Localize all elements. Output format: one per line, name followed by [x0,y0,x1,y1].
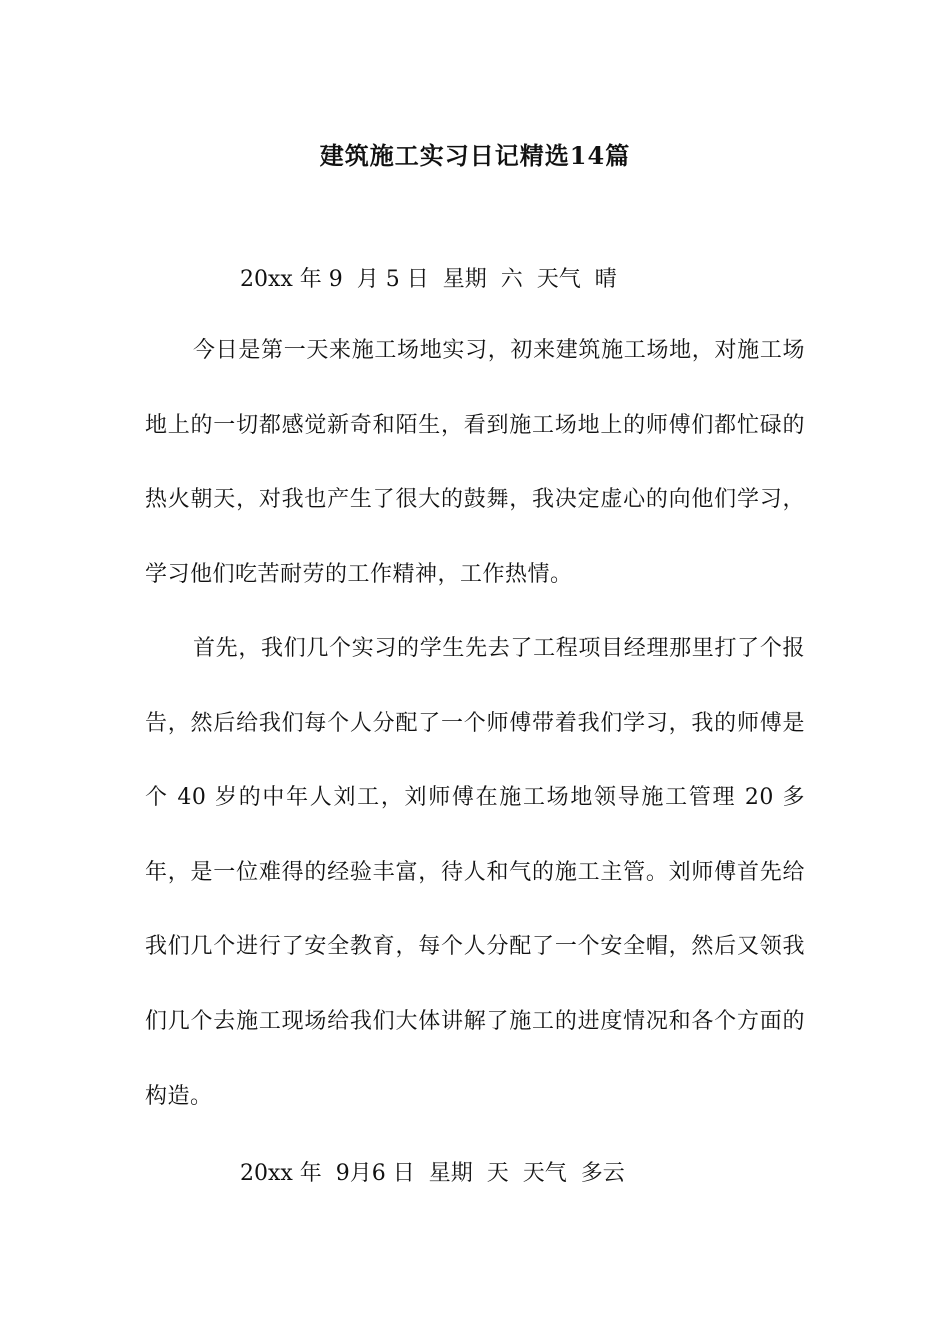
entry-paragraph: 首先，我们几个实习的学生先去了工程项目经理那里打了个报告，然后给我们每个人分配了一个师傅带着我们学习，我的师傅是个 40 岁的中年人刘工，刘师傅在施工场地领导施工管理 20 多年，是一位难得的经验丰富，待人和气的施工主管。刘师傅首先给我们几个进行了安全教育，每个人分配了一个安全帽，然后又领我们几个去施工现场给我们大体讲解了施工的进度情况和各个方面的构造。 [145,636,805,1109]
entry-paragraph: 今日是第一天来施工场地实习，初来建筑施工场地，对施工场地上的一切都感觉新奇和陌生，看到施工场地上的师傅们都忙碌的热火朝天，对我也产生了很大的鼓舞，我决定虚心的向他们学习，学习他们吃苦耐劳的工作精神，工作热情。 [145,338,805,587]
entry-date-line: 20xx 年 9 月 5 日 星期 六 天气 晴 [240,267,617,292]
document-title: 建筑施工实习日记精选14篇 [319,141,631,170]
entry-date-line: 20xx 年 9月6 日 星期 天 天气 多云 [240,1161,625,1186]
